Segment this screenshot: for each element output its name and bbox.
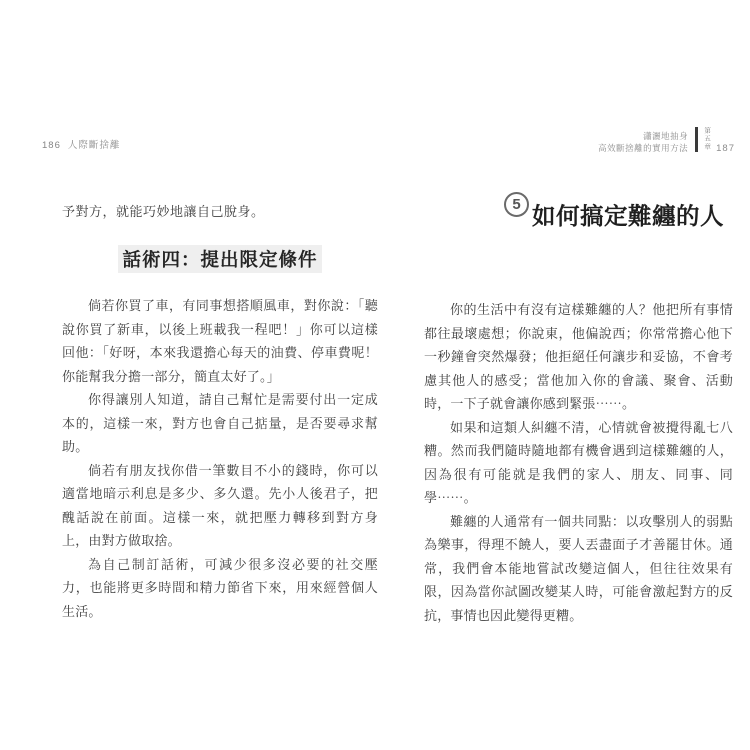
right-running-head-text (598, 130, 688, 154)
left-paragraph: 為自己制訂話術，可減少很多沒必要的社交壓力，也能將更多時間和精力節省下來，用來經營個人生活。 (62, 556, 378, 619)
right-page-number: 187 (716, 143, 735, 154)
book-title: 人際斷捨離 (67, 140, 121, 151)
left-paragraph: 倘若你買了車，有同事想搭順風車，對你說：「聽說你買了新車，以後上班載我一程吧！」你可以這樣回他：「好呀，本來我還擔心每天的油費、停車費呢！你能幫我分擔一部分，簡直太好了。」 (62, 298, 378, 384)
chapter-divider-bar (695, 127, 698, 152)
circled-section-number: 5 (504, 192, 529, 217)
left-page-number: 186 (42, 140, 61, 151)
left-section-heading: 話術四：提出限定條件 (118, 245, 321, 273)
right-paragraph: 你的生活中有沒有這樣難纏的人？他把所有事情都往最壞處想；你說東，他偏說西；你常常擔心他下一秒鐘會突然爆發；他拒絕任何讓步和妥協，不會考慮其他人的感受；當他加入你的會議、聚會、活動時，一下子就會讓你感到緊張⋯⋯。 (424, 302, 733, 411)
right-running-head (598, 127, 735, 154)
left-running-head (42, 137, 120, 151)
running-head-line2: 高效斷捨離的實用方法 (598, 143, 689, 153)
left-section-heading-wrap (62, 245, 378, 273)
running-head-line1: 瀟灑地抽身 (643, 131, 689, 141)
left-page-body (62, 294, 378, 623)
left-paragraph: 倘若有朋友找你借一筆數目不小的錢時，你可以適當地暗示利息是多少、多久還。先小人後君子，把醜話說在前面。這樣一來，就把壓力轉移到對方身上，由對方做取捨。 (62, 462, 378, 548)
right-page-body (424, 298, 733, 627)
left-paragraph: 你得讓別人知道，請自己幫忙是需要付出一定成本的，這樣一來，對方也會自己掂量，是否要尋求幫助。 (62, 392, 378, 454)
right-section-title: 如何搞定難纏的人 (532, 203, 724, 229)
right-paragraph: 如果和這類人糾纏不清，心情就會被攪得亂七八糟。然而我們隨時隨地都有機會遇到這樣難纏的人，因為很有可能就是我們的家人、朋友、同事、同學⋯⋯。 (424, 419, 733, 505)
right-paragraph: 難纏的人通常有一個共同點：以攻擊別人的弱點為樂事，得理不饒人，要人丟盡面子才善罷甘休。通常，我們會本能地嘗試改變這個人，但往往效果有限，因為當你試圖改變某人時，可能會激起對方的反抗，事情也因此變得更糟。 (424, 513, 733, 623)
left-intro-line: 予對方，就能巧妙地讓自己脫身。 (62, 204, 265, 219)
chapter-marker: 第五章 (703, 127, 711, 151)
right-section-title-row (504, 192, 724, 231)
